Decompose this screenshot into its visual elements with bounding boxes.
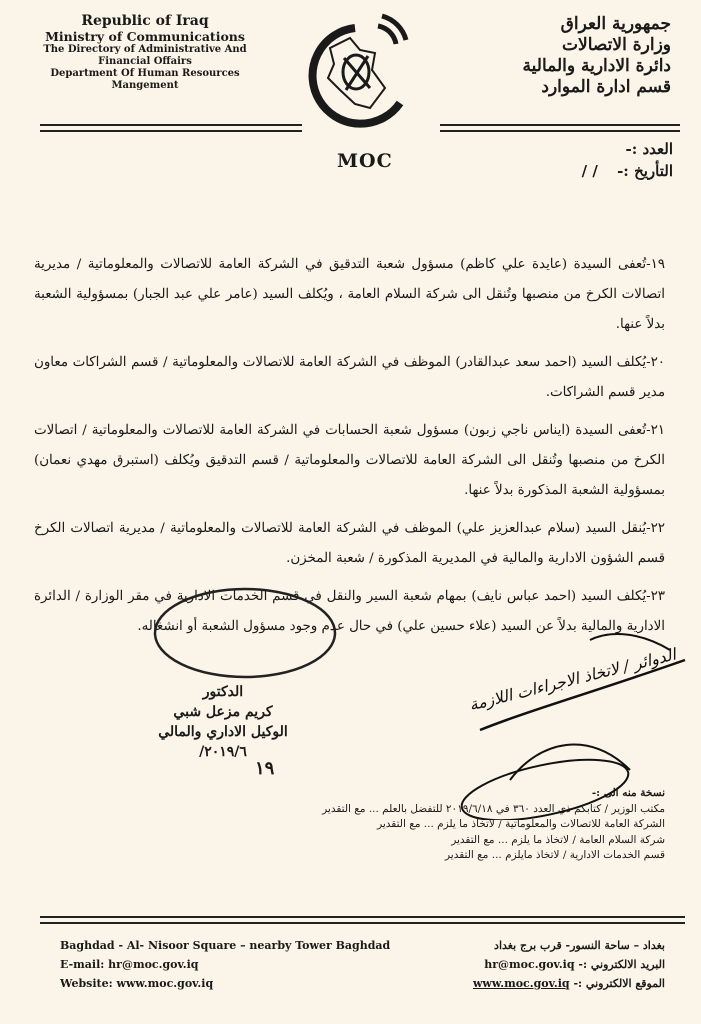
ref-date-value: / / [581,162,598,180]
header-en-directory: The Directory of Administrative And [43,44,247,55]
footer-en-email[interactable]: E-mail: hr@moc.gov.iq [60,958,199,971]
footer-en-address: Baghdad - Al- Nisoor Square – nearby Tower Baghdad [60,939,391,952]
header-en-department: Department Of Human Resources [50,68,240,79]
footer-rule [40,916,685,918]
footer-ar-website-row [365,974,665,993]
reference-block [513,138,673,182]
footer-rule-2 [40,922,685,924]
signature-day: ١٩ [255,758,275,779]
body-paragraphs [34,250,665,650]
signature-name: كريم مزعل شبي [173,704,273,720]
ref-date-row [513,160,673,182]
footer-english [60,936,390,993]
header-rule-right-2 [440,130,680,132]
paragraph-20: ٢٠-يُكلف السيد (احمد سعد عبدالقادر) الموظف في الشركة العامة للاتصالات والمعلوماتية / قسم الشراكات معاون مدير قسم الشراكات. [34,355,665,400]
copies-heading: نسخة منه الى :- [591,787,665,799]
header-ar-ministry: وزارة الاتصالات [562,35,671,55]
ref-number-label: العدد :- [625,140,673,158]
copy-item: مكتب الوزير / كتابكم ذي العدد ٣٦٠ في ٢٠١٩/٦/١٨ للتفضل بالعلم ... مع التقدير [322,802,665,815]
footer-arabic [365,936,665,993]
logo-text: MOC [337,150,393,172]
ref-date-label: التأريخ :- [617,162,673,180]
header-arabic [471,14,671,98]
paragraph-23: ٢٣-يُكلف السيد (احمد عباس نايف) بمهام شعبة السير والنقل في قسم الخدمات الادارية في مقر الوزارة / الدائرة الادارية والمالية بدلاً عن السيد (علاء حسين علي) في حال عدم وجود مسؤول الشعبة أو انشغاله. [34,589,665,634]
copy-item: قسم الخدمات الادارية / لاتخاذ مايلزم ... مع التقدير [445,849,665,861]
header-en-ministry: Ministry of Communications [45,29,245,44]
moc-logo-icon [300,8,410,148]
footer-en-website[interactable]: Website: www.moc.gov.iq [60,977,214,990]
footer-ar-email[interactable]: hr@moc.gov.iq [484,958,575,971]
header-rule-left-2 [40,130,302,132]
footer-ar-email-label: البريد الالكتروني :- [578,958,665,971]
footer-ar-email-row [365,955,665,974]
copy-item: الشركة العامة للاتصالات والمعلوماتية / لاتخاذ ما يلزم ... مع التقدير [377,818,665,830]
header-rule-right [440,124,680,126]
header-en-department-2: Mangement [111,80,179,91]
copies-list [245,786,665,864]
footer-ar-website-label: الموقع الالكتروني :- [573,977,665,990]
signature-block [128,682,318,762]
paragraph-22: ٢٢-يُنقل السيد (سلام عبدالعزيز علي) الموظف في الشركة العامة للاتصالات والمعلوماتية / مديرية اتصالات الكرخ قسم الشؤون الادارية والمالية في المديرية المذكورة / شعبة المخزن. [34,521,665,566]
header-en-directory-2: Financial Offairs [98,56,192,67]
footer-ar-website[interactable]: www.moc.gov.iq [472,977,570,990]
handwritten-note-text: الدوائر / لاتخاذ الاجراءات اللازمة [467,644,678,715]
copy-item: شركة السلام العامة / لاتخاذ ما يلزم ... مع التقدير [451,833,665,846]
header-ar-directory: دائرة الادارية والمالية [522,56,671,76]
header-rule-left [40,124,302,126]
header-en-country: Republic of Iraq [81,13,209,29]
signature-position: الوكيل الاداري والمالي [158,724,288,740]
paragraph-21: ٢١-تُعفى السيدة (ايناس ناجي زبون) مسؤول شعبة الحسابات في الشركة العامة للاتصالات والمعلوماتية / اتصالات الكرخ من منصبها وتُنقل الى الشركة العامة للاتصالات والمعلوماتية / قسم التدقيق ويُكلف (استبرق مهدي نعمان) بمسؤولية الشعبة المذكورة بدلاً عنها. [34,423,665,498]
header-ar-department: قسم ادارة الموارد [541,77,671,97]
header-ar-country: جمهورية العراق [560,14,671,34]
header-english [40,14,250,92]
footer-ar-address: بغداد – ساحة النسور- قرب برج بغداد [494,939,665,952]
stamp-outline-icon [150,585,340,680]
paragraph-19: ١٩-تُعفى السيدة (عايدة علي كاظم) مسؤول شعبة التدقيق في الشركة العامة للاتصالات والمعلوماتية / مديرية اتصالات الكرخ من منصبها وتُنقل الى شركة السلام العامة ، ويُكلف السيد (عامر علي عبد الجبار) بمسؤولية الشعبة بدلاً عنها. [34,257,665,332]
signature-date: ٢٠١٩/٦/ [199,744,247,760]
signature-title: الدكتور [202,684,244,700]
